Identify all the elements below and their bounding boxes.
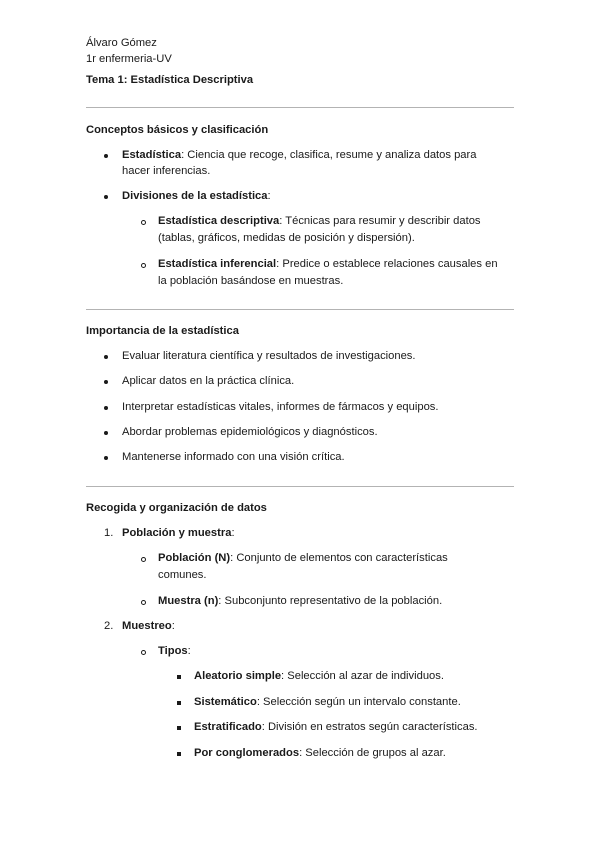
sublist-item-poblacion-cont: comunes.	[158, 569, 207, 581]
course-name: 1r enfermeria-UV	[86, 53, 172, 65]
bullet-icon	[104, 355, 108, 359]
list-number: 2.	[104, 620, 114, 632]
sublist-item-descriptiva-cont: (tablas, gráficos, medidas de posición y dispersión).	[158, 232, 415, 244]
square-bullet-icon	[177, 752, 181, 756]
square-bullet-icon	[177, 726, 181, 730]
sublist-item-inferencial: Estadística inferencial: Predice o establece relaciones causales en	[158, 258, 498, 270]
bullet-icon	[104, 380, 108, 384]
bullet-icon	[104, 431, 108, 435]
divider	[86, 486, 514, 487]
sublist-item-tipos: Tipos:	[158, 645, 191, 657]
sublist-item-descriptiva: Estadística descriptiva: Técnicas para resumir y describir datos	[158, 215, 481, 227]
bullet-icon	[104, 154, 108, 158]
section-heading-conceptos: Conceptos básicos y clasificación	[86, 124, 269, 136]
author-name: Álvaro Gómez	[86, 37, 157, 49]
circle-bullet-icon	[141, 220, 146, 225]
topic-title: Tema 1: Estadística Descriptiva	[86, 74, 254, 86]
divider	[86, 107, 514, 108]
circle-bullet-icon	[141, 600, 146, 605]
section-heading-recogida: Recogida y organización de datos	[86, 502, 267, 514]
list-item-estadistica-cont: hacer inferencias.	[122, 165, 211, 177]
numbered-item-muestreo: Muestreo:	[122, 620, 175, 632]
bullet-icon	[104, 406, 108, 410]
list-item: Interpretar estadísticas vitales, informes de fármacos y equipos.	[122, 401, 439, 413]
circle-bullet-icon	[141, 650, 146, 655]
numbered-item-poblacion-muestra: Población y muestra:	[122, 527, 235, 539]
circle-bullet-icon	[141, 557, 146, 562]
sublist-item-poblacion: Población (N): Conjunto de elementos con características	[158, 552, 448, 564]
bullet-icon	[104, 195, 108, 199]
list-item: Evaluar literatura científica y resultados de investigaciones.	[122, 350, 416, 362]
section-heading-importancia: Importancia de la estadística	[86, 325, 239, 337]
list-item-divisiones: Divisiones de la estadística:	[122, 190, 271, 202]
sublist-item-muestra: Muestra (n): Subconjunto representativo de la población.	[158, 595, 443, 607]
type-item-conglomerados: Por conglomerados: Selección de grupos al azar.	[194, 747, 446, 759]
bullet-icon	[104, 456, 108, 460]
list-item: Abordar problemas epidemiológicos y diagnósticos.	[122, 426, 378, 438]
type-item-estratificado: Estratificado: División en estratos según características.	[194, 721, 478, 733]
type-item-aleatorio: Aleatorio simple: Selección al azar de individuos.	[194, 670, 444, 682]
list-item: Mantenerse informado con una visión crítica.	[122, 451, 345, 463]
square-bullet-icon	[177, 675, 181, 679]
sublist-item-inferencial-cont: la población basándose en muestras.	[158, 275, 344, 287]
list-item-estadistica: Estadística: Ciencia que recoge, clasifica, resume y analiza datos para	[122, 149, 477, 161]
divider	[86, 309, 514, 310]
square-bullet-icon	[177, 701, 181, 705]
list-number: 1.	[104, 527, 114, 539]
list-item: Aplicar datos en la práctica clínica.	[122, 375, 295, 387]
type-item-sistematico: Sistemático: Selección según un intervalo constante.	[194, 696, 461, 708]
circle-bullet-icon	[141, 263, 146, 268]
